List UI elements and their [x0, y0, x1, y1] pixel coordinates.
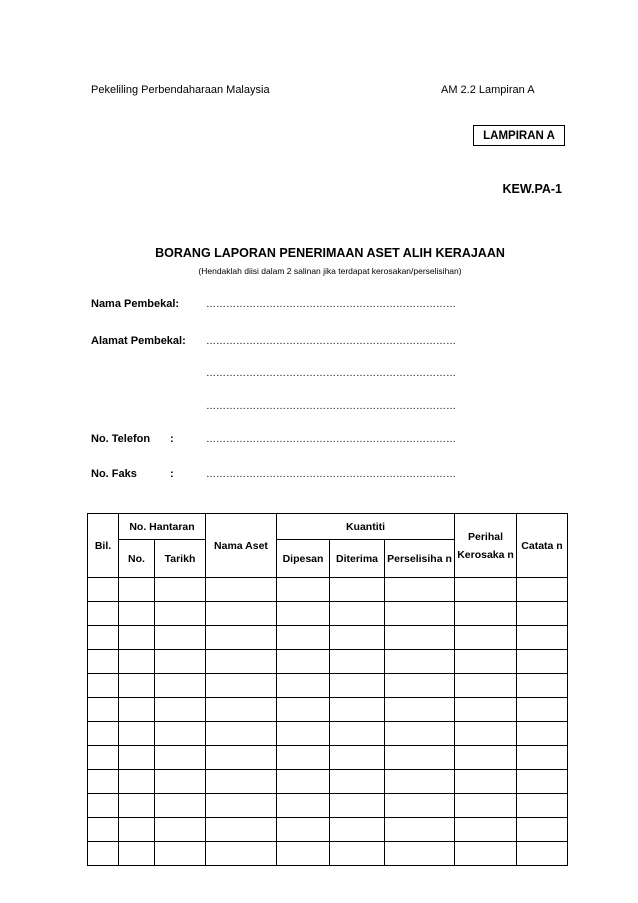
table-cell[interactable]	[277, 770, 330, 794]
table-cell[interactable]	[155, 698, 206, 722]
table-cell[interactable]	[517, 602, 568, 626]
table-cell[interactable]	[385, 674, 455, 698]
table-cell[interactable]	[206, 818, 277, 842]
table-cell[interactable]	[119, 602, 155, 626]
table-cell[interactable]	[155, 770, 206, 794]
table-cell[interactable]	[455, 794, 517, 818]
header-publication: Pekeliling Perbendaharaan Malaysia	[91, 84, 270, 96]
table-cell[interactable]	[88, 698, 119, 722]
table-cell[interactable]	[385, 818, 455, 842]
table-cell[interactable]	[455, 746, 517, 770]
alamat-pembekal-field-1[interactable]: …………………………………………………………………	[206, 336, 456, 347]
table-cell[interactable]	[455, 626, 517, 650]
table-cell[interactable]	[385, 578, 455, 602]
table-cell[interactable]	[88, 602, 119, 626]
table-row	[88, 842, 568, 866]
table-cell[interactable]	[330, 842, 385, 866]
header-perihal-kerosakan: Perihal Kerosaka n	[455, 514, 517, 578]
table-cell[interactable]	[206, 722, 277, 746]
table-row	[88, 578, 568, 602]
table-row	[88, 650, 568, 674]
header-perselisihan: Perselisiha n	[385, 540, 455, 578]
table-cell[interactable]	[385, 602, 455, 626]
header-no: No.	[119, 540, 155, 578]
form-title: BORANG LAPORAN PENERIMAAN ASET ALIH KERAJAAN	[155, 246, 505, 260]
table-cell[interactable]	[119, 794, 155, 818]
table-cell[interactable]	[88, 746, 119, 770]
table-cell[interactable]	[155, 578, 206, 602]
table-cell[interactable]	[330, 698, 385, 722]
table-cell[interactable]	[88, 674, 119, 698]
header-no-hantaran: No. Hantaran	[119, 514, 206, 540]
table-cell[interactable]	[206, 578, 277, 602]
table-cell[interactable]	[88, 842, 119, 866]
table-cell[interactable]	[119, 818, 155, 842]
table-cell[interactable]	[385, 650, 455, 674]
table-cell[interactable]	[517, 770, 568, 794]
table-cell[interactable]	[119, 842, 155, 866]
header-nama-aset: Nama Aset	[206, 514, 277, 578]
table-cell[interactable]	[88, 794, 119, 818]
table-cell[interactable]	[385, 626, 455, 650]
table-cell[interactable]	[155, 722, 206, 746]
table-cell[interactable]	[517, 674, 568, 698]
table-cell[interactable]	[517, 746, 568, 770]
no-faks-label: No. Faks	[91, 468, 137, 480]
table-cell[interactable]	[277, 650, 330, 674]
table-cell[interactable]	[385, 842, 455, 866]
table-cell[interactable]	[119, 626, 155, 650]
alamat-pembekal-label: Alamat Pembekal:	[91, 335, 186, 347]
table-cell[interactable]	[330, 626, 385, 650]
table-row	[88, 794, 568, 818]
lampiran-label: LAMPIRAN A	[483, 129, 555, 142]
table-cell[interactable]	[385, 746, 455, 770]
table-cell[interactable]	[277, 674, 330, 698]
table-cell[interactable]	[206, 674, 277, 698]
table-cell[interactable]	[455, 818, 517, 842]
table-cell[interactable]	[455, 842, 517, 866]
table-cell[interactable]	[517, 578, 568, 602]
table-cell[interactable]	[330, 578, 385, 602]
lampiran-box	[473, 125, 565, 146]
table-cell[interactable]	[277, 626, 330, 650]
alamat-pembekal-field-3[interactable]: …………………………………………………………………	[206, 401, 456, 412]
table-cell[interactable]	[277, 722, 330, 746]
table-cell[interactable]	[455, 770, 517, 794]
table-cell[interactable]	[206, 626, 277, 650]
table-cell[interactable]	[455, 650, 517, 674]
table-cell[interactable]	[455, 578, 517, 602]
table-cell[interactable]	[119, 770, 155, 794]
table-row	[88, 626, 568, 650]
form-subtitle: (Hendaklah diisi dalam 2 salinan jika terdapat kerosakan/perselisihan)	[198, 266, 462, 276]
table-cell[interactable]	[385, 770, 455, 794]
nama-pembekal-label: Nama Pembekal:	[91, 298, 180, 310]
no-faks-colon: :	[170, 468, 174, 480]
table-cell[interactable]	[206, 770, 277, 794]
table-cell[interactable]	[155, 626, 206, 650]
header-kuantiti: Kuantiti	[277, 514, 455, 540]
table-cell[interactable]	[330, 674, 385, 698]
asset-receipt-table	[87, 513, 568, 866]
table-cell[interactable]	[119, 578, 155, 602]
table-cell[interactable]	[88, 626, 119, 650]
table-cell[interactable]	[517, 794, 568, 818]
table-cell[interactable]	[155, 842, 206, 866]
header-catatan: Catata n	[517, 514, 568, 578]
table-cell[interactable]	[277, 578, 330, 602]
table-cell[interactable]	[277, 602, 330, 626]
table-cell[interactable]	[330, 746, 385, 770]
table-cell[interactable]	[206, 698, 277, 722]
table-cell[interactable]	[330, 794, 385, 818]
header-tarikh: Tarikh	[155, 540, 206, 578]
table-row	[88, 818, 568, 842]
table-cell[interactable]	[385, 722, 455, 746]
table-cell[interactable]	[455, 698, 517, 722]
table-row	[88, 722, 568, 746]
header-reference: AM 2.2 Lampiran A	[441, 84, 535, 96]
table-cell[interactable]	[155, 794, 206, 818]
no-telefon-colon: :	[170, 433, 174, 445]
no-faks-field[interactable]: …………………………………………………………………	[206, 469, 456, 480]
table-cell[interactable]	[455, 674, 517, 698]
table-cell[interactable]	[206, 746, 277, 770]
table-row	[88, 674, 568, 698]
table-cell[interactable]	[517, 842, 568, 866]
table-cell[interactable]	[206, 794, 277, 818]
table-cell[interactable]	[155, 650, 206, 674]
table-cell[interactable]	[330, 650, 385, 674]
table-cell[interactable]	[517, 626, 568, 650]
table-row	[88, 770, 568, 794]
table-cell[interactable]	[517, 650, 568, 674]
table-cell[interactable]	[155, 746, 206, 770]
table-cell[interactable]	[385, 794, 455, 818]
table-cell[interactable]	[330, 818, 385, 842]
table-cell[interactable]	[517, 722, 568, 746]
no-telefon-label: No. Telefon	[91, 433, 151, 445]
table-cell[interactable]	[385, 698, 455, 722]
table-cell[interactable]	[206, 602, 277, 626]
table-cell[interactable]	[119, 746, 155, 770]
table-cell[interactable]	[277, 746, 330, 770]
table-cell[interactable]	[155, 818, 206, 842]
header-diterima: Diterima	[330, 540, 385, 578]
alamat-pembekal-field-2[interactable]: …………………………………………………………………	[206, 368, 456, 379]
table-cell[interactable]	[119, 698, 155, 722]
table-cell[interactable]	[155, 602, 206, 626]
table-cell[interactable]	[119, 722, 155, 746]
table-cell[interactable]	[88, 770, 119, 794]
table-cell[interactable]	[206, 650, 277, 674]
table-cell[interactable]	[277, 698, 330, 722]
table-cell[interactable]	[88, 722, 119, 746]
table-cell[interactable]	[206, 842, 277, 866]
table-row	[88, 602, 568, 626]
header-dipesan: Dipesan	[277, 540, 330, 578]
table-cell[interactable]	[517, 818, 568, 842]
table-cell[interactable]	[155, 674, 206, 698]
table-cell[interactable]	[455, 602, 517, 626]
table-cell[interactable]	[277, 794, 330, 818]
table-cell[interactable]	[119, 650, 155, 674]
table-cell[interactable]	[277, 818, 330, 842]
table-cell[interactable]	[455, 722, 517, 746]
table-cell[interactable]	[88, 650, 119, 674]
table-cell[interactable]	[119, 674, 155, 698]
table-cell[interactable]	[330, 722, 385, 746]
table-cell[interactable]	[517, 698, 568, 722]
header-bil: Bil.	[88, 514, 119, 578]
table-cell[interactable]	[88, 818, 119, 842]
table-cell[interactable]	[330, 602, 385, 626]
form-code: KEW.PA-1	[502, 182, 562, 196]
no-telefon-field[interactable]: …………………………………………………………………	[206, 434, 456, 445]
nama-pembekal-field[interactable]: …………………………………………………………………	[206, 299, 456, 310]
table-row	[88, 746, 568, 770]
table-cell[interactable]	[330, 770, 385, 794]
table-cell[interactable]	[88, 578, 119, 602]
table-row	[88, 698, 568, 722]
table-cell[interactable]	[277, 842, 330, 866]
